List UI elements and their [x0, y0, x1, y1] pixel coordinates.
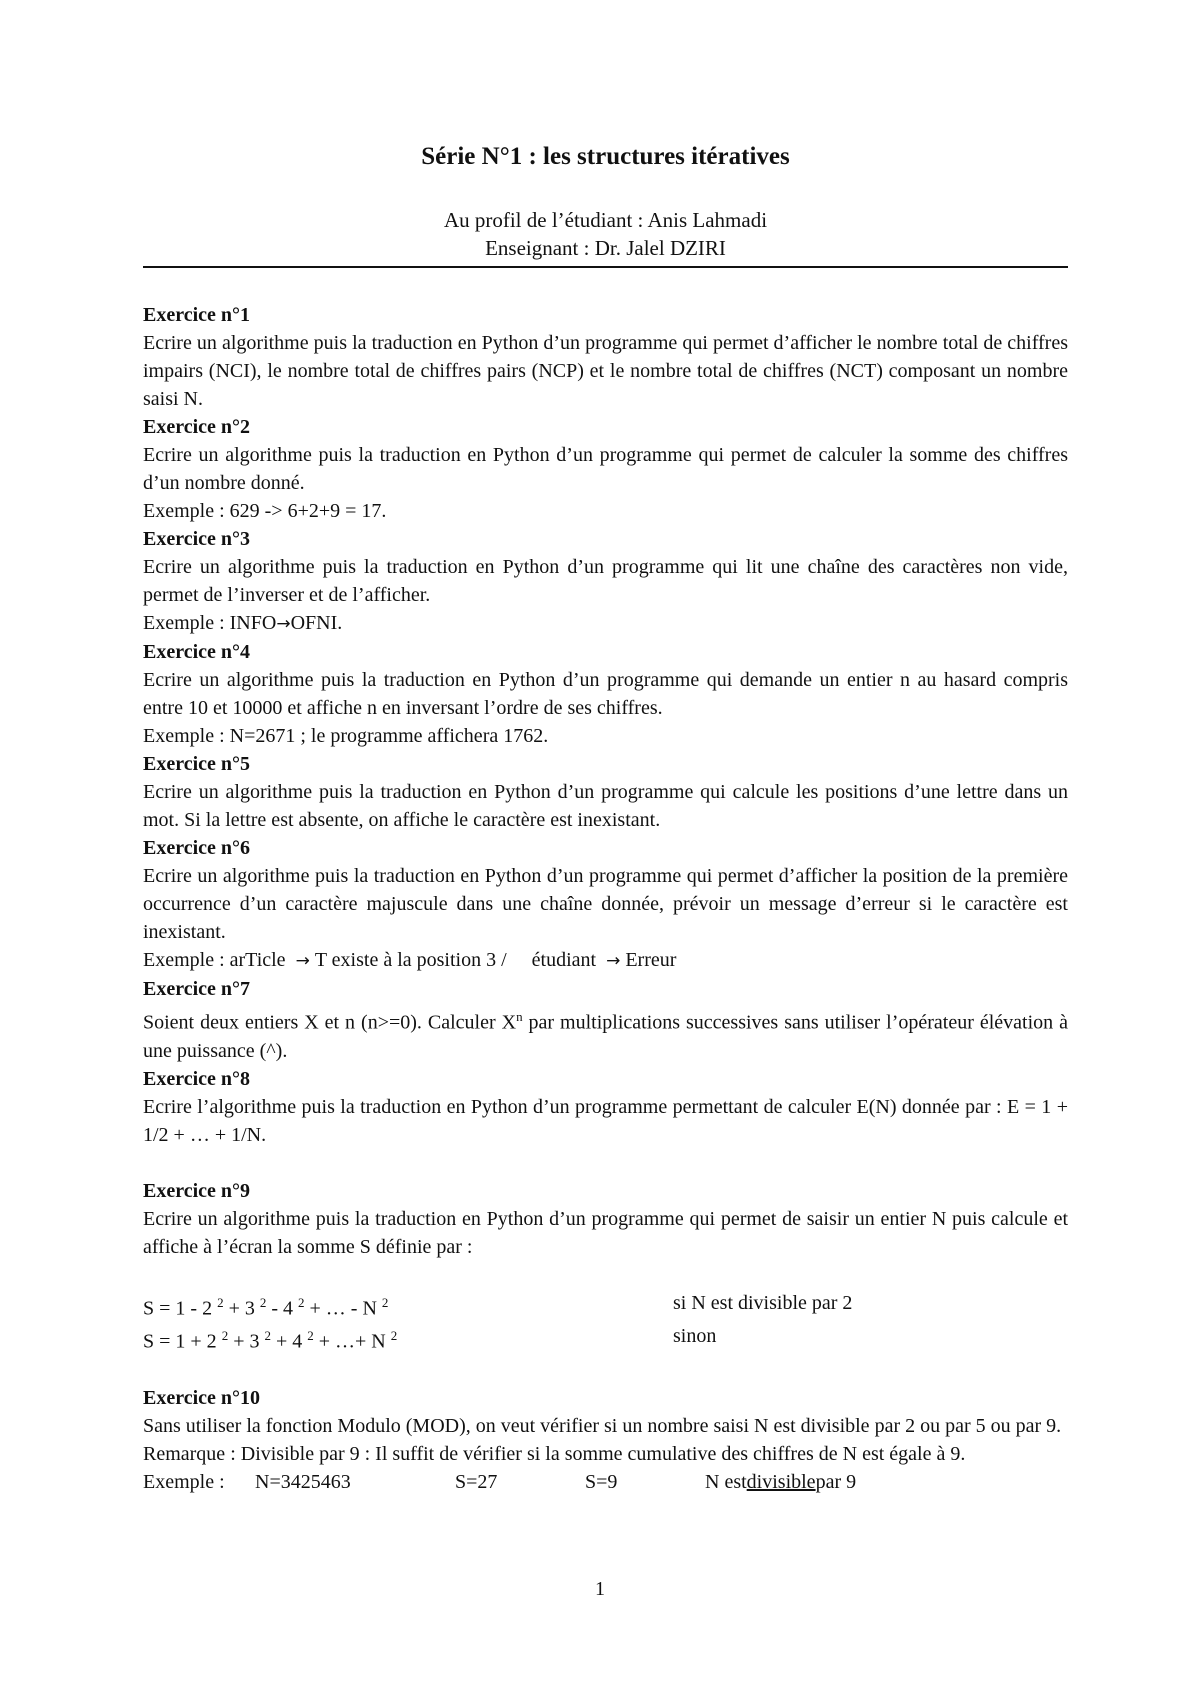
page-number: 1	[595, 1578, 605, 1600]
exercise-10-remark: Remarque : Divisible par 9 : Il suffit de vérifier si la somme cumulative des chiffres de N est égale à 9.	[143, 1442, 966, 1465]
exercise-7-title: Exercice n°7	[143, 978, 251, 1000]
exercise-6-title: Exercice n°6	[143, 837, 251, 859]
example-s2: S=9	[585, 1470, 618, 1493]
exercise-10-example	[143, 1468, 1068, 1496]
example-result-a: N est	[705, 1470, 747, 1493]
exercise-6-example-word: étudiant	[531, 949, 597, 971]
formula-exponent: 2	[307, 1328, 314, 1344]
exercise-2-example: Exemple : 629 -> 6+2+9 = 17.	[143, 500, 387, 522]
example-result-b: par 9	[815, 1470, 857, 1493]
formula-term: + …+ N	[313, 1330, 391, 1353]
spacer	[143, 1356, 1068, 1384]
exercise-5-title: Exercice n°5	[143, 753, 251, 775]
exercise-6-example-prefix: Exemple : arTicle	[143, 949, 286, 971]
exercise-10-title: Exercice n°10	[143, 1386, 261, 1409]
exercise-7-text-b: par multiplications successives sans utiliser l’opérateur élévation à une puissance (^).	[143, 1011, 1068, 1062]
exercise-9-title: Exercice n°9	[143, 1179, 251, 1202]
exercise-7-text	[143, 1003, 1068, 1065]
example-result	[705, 1468, 856, 1496]
formula-term: S = 1 + 2	[143, 1330, 222, 1353]
formula-exponent: 2	[390, 1328, 398, 1344]
right-arrow-icon: →	[606, 951, 621, 971]
exercise-2-text: Ecrire un algorithme puis la traduction en Python d’un programme qui permet de calculer la somme des chiffres d’un nombre donné.	[143, 444, 1068, 494]
exercise-4-example: Exemple : N=2671 ; le programme affichera 1762.	[143, 725, 549, 747]
exercise-1-text: Ecrire un algorithme puis la traduction en Python d’un programme qui permet d’afficher le nombre total de chiffres impairs (NCI), le nombre total de chiffres pairs (NCP) et le nombre total de chiffres (NCT) composant un nombre saisi N.	[143, 332, 1068, 410]
formula-exponent: 2	[298, 1294, 305, 1310]
formula-exponent: 2	[217, 1294, 224, 1310]
exercise-6-example	[143, 946, 1068, 975]
exercise-8-title: Exercice n°8	[143, 1067, 251, 1090]
teacher-name: Enseignant : Dr. Jalel DZIRI	[485, 236, 726, 260]
formula-odd-condition: sinon	[673, 1325, 717, 1348]
formula-exponent: 2	[381, 1294, 389, 1310]
formula-even-expression	[143, 1289, 673, 1323]
exercise-5-text: Ecrire un algorithme puis la traduction en Python d’un programme qui calcule les positions d’une lettre dans un mot. Si la lettre est absente, on affiche le caractère est inexistant.	[143, 781, 1068, 831]
example-label: Exemple :	[143, 1470, 225, 1493]
page-title: Série N°1 : les structures itératives	[421, 143, 790, 170]
student-profile: Au profil de l’étudiant : Anis Lahmadi	[443, 208, 768, 232]
spacer	[143, 1261, 1068, 1289]
exercise-3-text: Ecrire un algorithme puis la traduction en Python d’un programme qui lit une chaîne des caractères non vide, permet de l’inverser et de l’afficher.	[143, 556, 1068, 606]
exercise-list	[143, 301, 1068, 1496]
formula-term: + 3	[228, 1330, 265, 1353]
exercise-4-text: Ecrire un algorithme puis la traduction en Python d’un programme qui demande un entier n au hasard compris entre 10 et 10000 et affiche n en inversant l’ordre de ses chiffres.	[143, 669, 1068, 719]
formula-odd	[143, 1322, 1068, 1356]
exercise-8-text: Ecrire l’algorithme puis la traduction en Python d’un programme permettant de calculer E(N) donnée par : E = 1 + 1/2 + … + 1/N.	[143, 1095, 1068, 1146]
formula-term: + 4	[270, 1330, 308, 1353]
exercise-3-title: Exercice n°3	[143, 528, 251, 550]
formula-odd-expression	[143, 1322, 673, 1356]
exercise-3-example-suffix: OFNI.	[290, 612, 343, 634]
exercise-6-example-mid: T existe à la position 3 /	[314, 949, 507, 971]
formula-exponent: 2	[259, 1294, 267, 1310]
exercise-3-example	[143, 609, 1068, 638]
header-divider	[143, 266, 1068, 268]
formula-even	[143, 1289, 1068, 1323]
exercise-6-text: Ecrire un algorithme puis la traduction en Python d’un programme qui permet d’afficher la position de la première occurrence d’un caractère majuscule dans une chaîne donnée, prévoir un message d’erreur si le caractère est inexistant.	[143, 865, 1068, 943]
exercise-1-title: Exercice n°1	[143, 304, 251, 326]
formula-even-condition: si N est divisible par 2	[673, 1291, 853, 1314]
right-arrow-icon: →	[276, 614, 291, 634]
right-arrow-icon: →	[295, 951, 310, 971]
exercise-7-exponent: n	[516, 1009, 523, 1024]
example-result-underlined: divisible	[746, 1470, 816, 1493]
exercise-6-example-suffix: Erreur	[625, 949, 677, 971]
exercise-7-text-a: Soient deux entiers X et n (n>=0). Calculer X	[143, 1011, 517, 1034]
exercise-9-text: Ecrire un algorithme puis la traduction en Python d’un programme qui permet de saisir un entier N puis calcule et affiche à l’écran la somme S définie par :	[143, 1207, 1068, 1258]
formula-term: - 4	[266, 1297, 299, 1320]
formula-term: + 3	[223, 1297, 260, 1320]
exercise-2-title: Exercice n°2	[143, 416, 251, 438]
example-s1: S=27	[455, 1470, 498, 1493]
example-n: N=3425463	[255, 1470, 351, 1493]
spacer	[143, 1149, 1068, 1177]
exercise-4-title: Exercice n°4	[143, 641, 251, 663]
formula-exponent: 2	[264, 1328, 271, 1344]
exercise-3-example-prefix: Exemple : INFO	[143, 612, 277, 634]
formula-exponent: 2	[221, 1328, 229, 1344]
formula-term: + … - N	[304, 1297, 382, 1320]
exercise-10-text: Sans utiliser la fonction Modulo (MOD), on veut vérifier si un nombre saisi N est divisible par 2 ou par 5 ou par 9.	[143, 1414, 1062, 1437]
formula-term: S = 1 - 2	[143, 1297, 218, 1320]
